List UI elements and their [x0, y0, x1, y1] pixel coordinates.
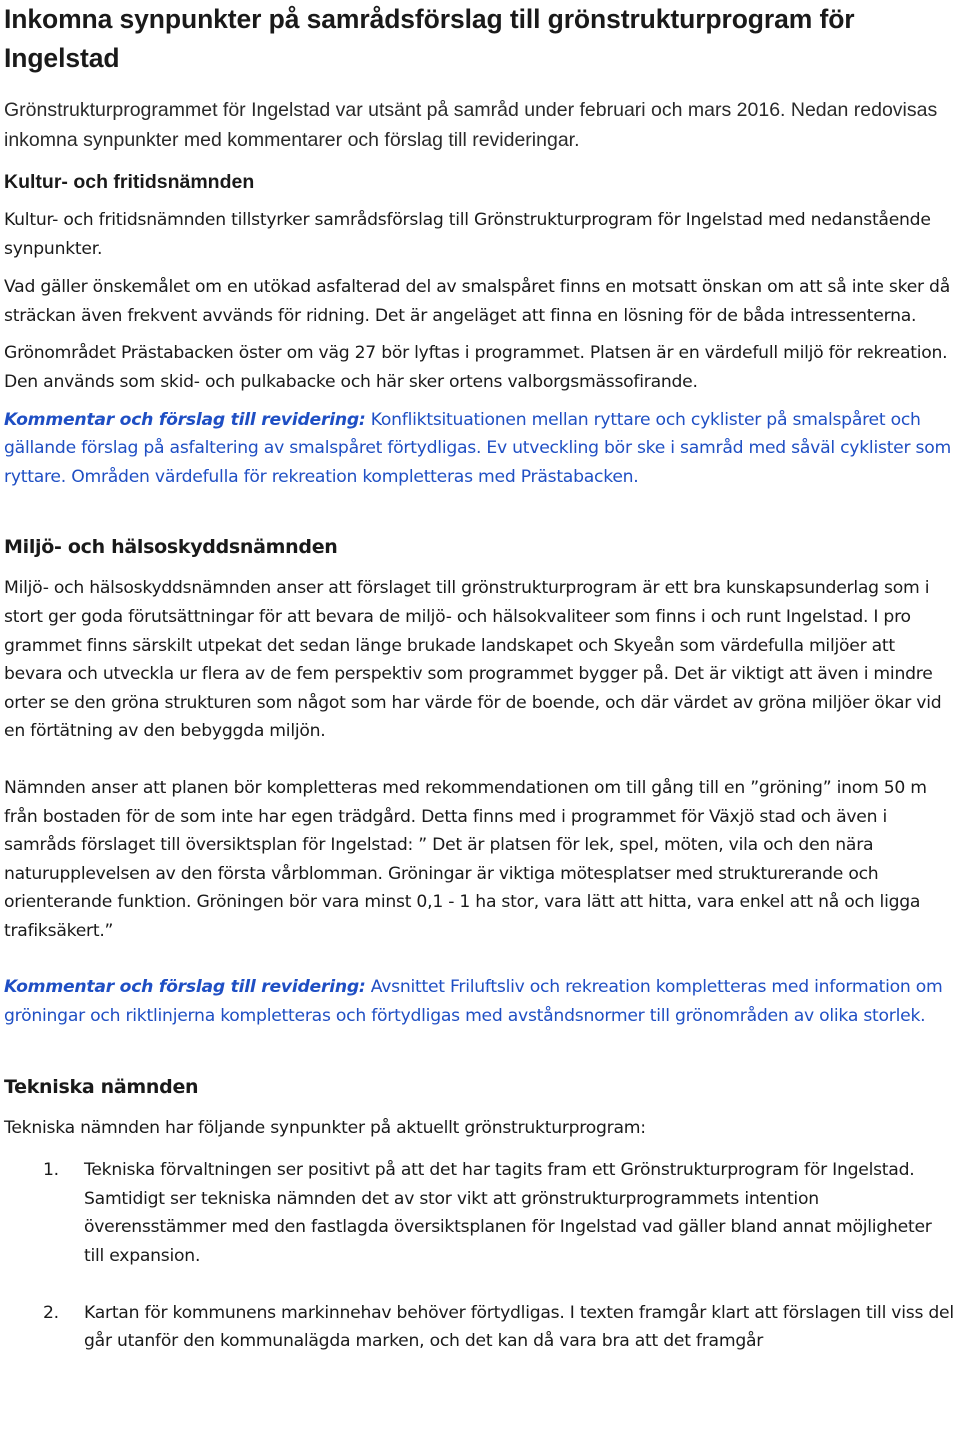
document-title: Inkomna synpunkter på samrådsförslag till grönstrukturprogram för Ingelstad — [4, 4, 855, 73]
section-heading-miljo: Miljö- och hälsoskyddsnämnden — [4, 536, 338, 559]
section-heading-tekniska: Tekniska nämnden — [4, 1075, 199, 1098]
revision-comment — [4, 973, 956, 1030]
section-paragraph: Vad gäller önskemålet om en utökad asfalterad del av smalspåret finns en motsatt önskan om att så inte sker då sträckan även frekvent avvänds för ridning. Det är angeläget att finna en lösning för de båda intressenterna. — [4, 277, 950, 326]
section-heading-kultur: Kultur- och fritidsnämnden — [4, 171, 255, 193]
section-paragraph: Miljö- och hälsoskyddsnämnden anser att förslaget till grönstrukturprogram är ett bra kunskapsunderlag som i stort ger goda förutsättningar för att bevara de miljö- och hälsokvaliteer som finns i och runt Ingelstad. I pro grammet finns särskilt utpekat det sedan länge brukade landskapet och Skyeån som värdefulla miljöer att bevara och utveckla ur flera av de fem perspektiv som programmet bygger på. Det är viktigt att även i mindre orter se den gröna strukturen som något som har värde för de boende, och där värdet av gröna miljöer ökar vid en förtätning av den bebyggda miljön. — [4, 578, 942, 742]
list-item-number: 1. — [43, 1160, 59, 1181]
intro-paragraph: Grönstrukturprogrammet för Ingelstad var utsänt på samråd under februari och mars 2016. Nedan redovisas inkomna synpunkter med kommentarer och förslag till revideringar. — [4, 99, 938, 151]
numbered-list — [4, 1156, 956, 1356]
section-paragraph: Kultur- och fritidsnämnden tillstyrker samrådsförslag till Grönstrukturprogram för Ingelstad med nedanstående synpunkter. — [4, 210, 931, 259]
revision-comment-text: Avsnittet Friluftsliv och rekreation kompletteras med information om gröningar och riktlinjerna kompletteras och förtydligas med avståndsnormer till grönområden av olika storlek. — [4, 977, 943, 1027]
revision-comment-text: Konfliktsituationen mellan ryttare och cyklister på smalspåret och gällande förslag på asfaltering av smalspåret förtydligas. Ev utveckling bör ske i samråd med såväl cyklister som ryttare. Områden värdefulla för rekreation kompletteras med Prästabacken. — [4, 409, 951, 487]
list-item-number: 2. — [43, 1302, 59, 1323]
list-item — [4, 1156, 956, 1270]
list-item-text: Kartan för kommunens markinnehav behöver förtydligas. I texten framgår klart att förslagen till viss del går utanför den kommunalägda marken, och det kan då vara bra att det framgår — [84, 1302, 954, 1352]
list-item — [4, 1299, 956, 1356]
revision-comment-label: Kommentar och förslag till revidering: — [4, 409, 366, 430]
revision-comment — [4, 406, 956, 492]
document-page — [4, 0, 956, 1356]
section-paragraph: Grönområdet Prästabacken öster om väg 27 bör lyftas i programmet. Platsen är en värdefull miljö för rekreation. Den används som skid- och pulkabacke och här sker ortens valborgsmässofirande. — [4, 343, 948, 392]
section-paragraph: Nämnden anser att planen bör kompletteras med rekommendationen om till gång till en ”gröning” inom 50 m från bostaden för de som inte har egen trädgård. Detta finns med i programmet för Växjö stad och även i samråds förslaget till översiktsplan för Ingelstad: ” Det är platsen för lek, spel, möten, vila och den nära naturupplevelsen av den första vårblomman. Gröningar är viktiga mötesplatser med strukturerande och orienterande funktion. Gröningen bör vara minst 0,1 - 1 ha stor, vara lätt att hitta, vara enkel att nå och ligga trafiksäkert.” — [4, 777, 927, 941]
list-item-text: Tekniska förvaltningen ser positivt på att det har tagits fram ett Grönstrukturprogram för Ingelstad. Samtidigt ser tekniska nämnden det av stor vikt att grönstrukturprogrammets intention överensstämmer med den fastlagda översiktsplanen för Ingelstad vad gäller bland annat möjligheter till expansion. — [84, 1160, 932, 1267]
revision-comment-label: Kommentar och förslag till revidering: — [4, 977, 366, 998]
section-paragraph: Tekniska nämnden har följande synpunkter på aktuellt grönstrukturprogram: — [4, 1117, 646, 1138]
